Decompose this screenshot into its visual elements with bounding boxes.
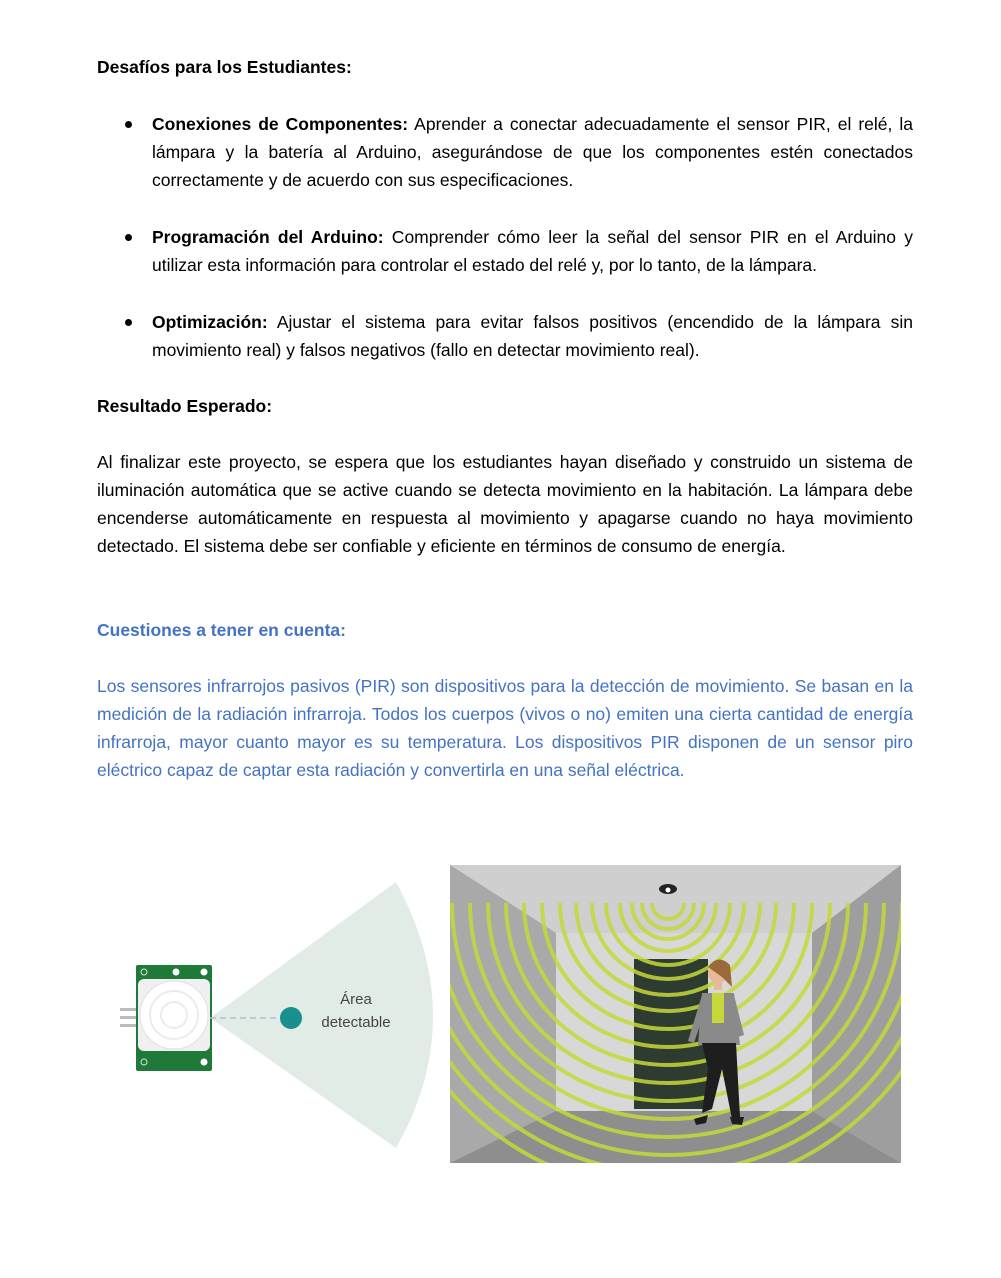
bullet-text: Aprender a conectar adecuadamente el sensor PIR, el relé, la lámpara y la batería al Arduino, asegurándose de que los componentes estén conectados correctamente y de acuerdo con sus especificaciones. xyxy=(152,114,913,190)
bullet-icon xyxy=(125,234,132,241)
board-hole xyxy=(201,1059,208,1066)
sensor-pin xyxy=(120,1016,138,1019)
bullet-term: Programación del Arduino: xyxy=(152,227,384,247)
sensor-lens xyxy=(666,888,671,893)
list-item xyxy=(97,110,913,194)
board-hole xyxy=(173,969,180,976)
sensor-pin xyxy=(120,1008,138,1011)
bullet-icon xyxy=(125,319,132,326)
bullet-icon xyxy=(125,121,132,128)
board-hole xyxy=(201,969,208,976)
bullet-term: Optimización: xyxy=(152,312,268,332)
area-label-line2: detectable xyxy=(321,1014,391,1031)
pir-detection-figure xyxy=(110,880,440,1150)
sensor-pin xyxy=(120,1024,138,1027)
bullet-text: Ajustar el sistema para evitar falsos positivos (encendido de la lámpara sin movimiento real) y falsos negativos (fallo en detectar movimiento real). xyxy=(152,312,913,360)
area-label-line1: Área xyxy=(340,991,372,1008)
room-sensor-figure xyxy=(450,865,901,1163)
detected-object-icon xyxy=(280,1007,302,1029)
list-item xyxy=(97,223,913,279)
considerations-heading: Cuestiones a tener en cuenta: xyxy=(97,620,346,640)
challenges-list xyxy=(97,110,913,364)
list-item xyxy=(97,308,913,364)
bullet-text: Comprender cómo leer la señal del sensor PIR en el Arduino y utilizar esta información para controlar el estado del relé y, por lo tanto, de la lámpara. xyxy=(152,227,913,275)
considerations-paragraph: Los sensores infrarrojos pasivos (PIR) son dispositivos para la detección de movimiento. Se basan en la medición de la radiación infrarroja. Todos los cuerpos (vivos o no) emiten una cierta cantidad de energía infrarroja, mayor cuanto mayor es su temperatura. Los dispositivos PIR disponen de un sensor piro eléctrico capaz de captar esta radiación y convertirla en una señal eléctrica. xyxy=(97,676,913,780)
result-heading: Resultado Esperado: xyxy=(97,396,273,416)
bullet-term: Conexiones de Componentes: xyxy=(152,114,409,134)
challenges-heading: Desafíos para los Estudiantes: xyxy=(97,57,352,77)
result-paragraph: Al finalizar este proyecto, se espera que los estudiantes hayan diseñado y construido un sistema de iluminación automática que se active cuando se detecta movimiento en la habitación. La lámpara debe encenderse automáticamente en respuesta al movimiento y apagarse cuando no haya movimiento detectado. El sistema debe ser confiable y eficiente en términos de consumo de energía. xyxy=(97,452,913,556)
